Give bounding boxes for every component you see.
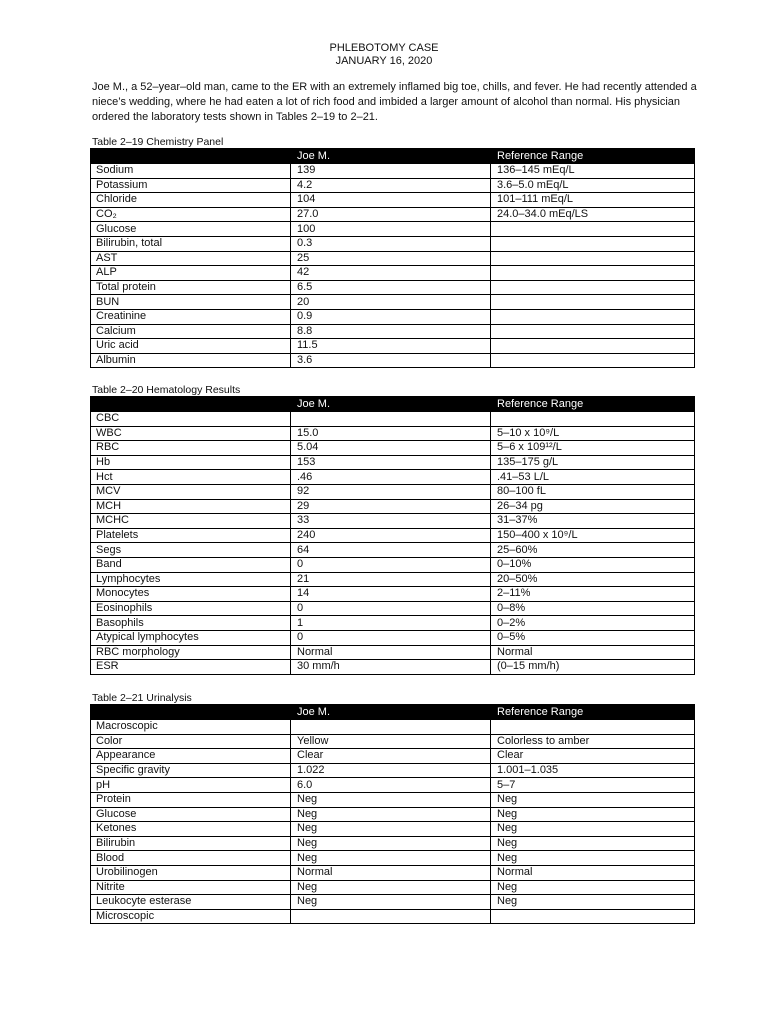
table-row — [91, 222, 695, 237]
table-row — [91, 309, 695, 324]
test-name-cell: Eosinophils — [91, 601, 291, 616]
patient-result-cell: 4.2 — [291, 178, 491, 193]
test-name-cell: Protein — [91, 792, 291, 807]
patient-result-cell — [291, 412, 491, 427]
patient-result-cell: 5.04 — [291, 441, 491, 456]
reference-range-cell — [491, 251, 695, 266]
reference-range-cell: (0–15 mm/h) — [491, 660, 695, 675]
table-row — [91, 207, 695, 222]
patient-result-cell: 25 — [291, 251, 491, 266]
reference-range-cell: Normal — [491, 865, 695, 880]
header-test-name — [91, 397, 291, 412]
reference-range-cell — [491, 309, 695, 324]
reference-range-cell: Neg — [491, 792, 695, 807]
test-name-cell: Nitrite — [91, 880, 291, 895]
table-row — [91, 909, 695, 924]
patient-result-cell: Clear — [291, 749, 491, 764]
reference-range-cell: 5–6 x 109¹²/L — [491, 441, 695, 456]
reference-range-cell — [491, 720, 695, 735]
table-row — [91, 778, 695, 793]
test-name-cell: Blood — [91, 851, 291, 866]
document-date: JANUARY 16, 2020 — [335, 55, 433, 67]
patient-result-cell: Neg — [291, 836, 491, 851]
patient-result-cell: 11.5 — [291, 339, 491, 354]
test-name-cell: pH — [91, 778, 291, 793]
table-row — [91, 630, 695, 645]
patient-result-cell: Neg — [291, 792, 491, 807]
reference-range-cell: 31–37% — [491, 514, 695, 529]
test-name-cell: Segs — [91, 543, 291, 558]
test-name-cell: Calcium — [91, 324, 291, 339]
reference-range-cell — [491, 295, 695, 310]
table-row — [91, 441, 695, 456]
reference-range-cell — [491, 324, 695, 339]
reference-range-cell: 150–400 x 10⁹/L — [491, 528, 695, 543]
test-name-cell: Uric acid — [91, 339, 291, 354]
patient-result-cell: Neg — [291, 807, 491, 822]
test-name-cell: Lymphocytes — [91, 572, 291, 587]
patient-result-cell: .46 — [291, 470, 491, 485]
patient-result-cell: Normal — [291, 645, 491, 660]
patient-result-cell: 240 — [291, 528, 491, 543]
header-test-name — [91, 705, 291, 720]
test-name-cell: Ketones — [91, 822, 291, 837]
table-row — [91, 499, 695, 514]
test-name-cell: RBC morphology — [91, 645, 291, 660]
test-name-cell: AST — [91, 251, 291, 266]
patient-result-cell: 0.9 — [291, 309, 491, 324]
test-name-cell: Hb — [91, 455, 291, 470]
test-name-cell: Albumin — [91, 353, 291, 368]
patient-result-cell: 100 — [291, 222, 491, 237]
reference-range-cell: 20–50% — [491, 572, 695, 587]
test-name-cell: Monocytes — [91, 587, 291, 602]
table-row — [91, 164, 695, 179]
table-header-row — [91, 149, 695, 164]
table-row — [91, 749, 695, 764]
patient-result-cell: 6.5 — [291, 280, 491, 295]
reference-range-cell: Colorless to amber — [491, 734, 695, 749]
table-row — [91, 339, 695, 354]
test-name-cell: Band — [91, 557, 291, 572]
reference-range-cell: Clear — [491, 749, 695, 764]
patient-result-cell: 29 — [291, 499, 491, 514]
table-row — [91, 236, 695, 251]
patient-result-cell: 3.6 — [291, 353, 491, 368]
reference-range-cell — [491, 909, 695, 924]
patient-result-cell: Neg — [291, 851, 491, 866]
test-name-cell: Appearance — [91, 749, 291, 764]
reference-range-cell: 5–7 — [491, 778, 695, 793]
test-name-cell: RBC — [91, 441, 291, 456]
patient-result-cell: 30 mm/h — [291, 660, 491, 675]
reference-range-cell: 26–34 pg — [491, 499, 695, 514]
patient-result-cell: 92 — [291, 484, 491, 499]
table-row — [91, 572, 695, 587]
table-row — [91, 426, 695, 441]
reference-range-cell — [491, 412, 695, 427]
test-name-cell: Chloride — [91, 193, 291, 208]
reference-range-cell: 136–145 mEq/L — [491, 164, 695, 179]
table-row — [91, 266, 695, 281]
table-row — [91, 660, 695, 675]
table-row — [91, 822, 695, 837]
hematology-results-caption: Table 2–20 Hematology Results — [92, 384, 241, 396]
patient-result-cell: 0 — [291, 601, 491, 616]
reference-range-cell — [491, 222, 695, 237]
patient-result-cell: Neg — [291, 880, 491, 895]
patient-result-cell: Normal — [291, 865, 491, 880]
test-name-cell: Bilirubin — [91, 836, 291, 851]
table-row — [91, 851, 695, 866]
test-name-cell: Glucose — [91, 807, 291, 822]
reference-range-cell: Neg — [491, 895, 695, 910]
test-name-cell: ESR — [91, 660, 291, 675]
reference-range-cell: 135–175 g/L — [491, 455, 695, 470]
reference-range-cell: 2–11% — [491, 587, 695, 602]
test-name-cell: Leukocyte esterase — [91, 895, 291, 910]
reference-range-cell: 25–60% — [491, 543, 695, 558]
header-reference-range: Reference Range — [491, 397, 695, 412]
reference-range-cell — [491, 280, 695, 295]
patient-result-cell: 0 — [291, 557, 491, 572]
table-row — [91, 412, 695, 427]
table-row — [91, 645, 695, 660]
test-name-cell: Potassium — [91, 178, 291, 193]
reference-range-cell: 24.0–34.0 mEq/LS — [491, 207, 695, 222]
header-reference-range: Reference Range — [491, 149, 695, 164]
test-name-cell: Total protein — [91, 280, 291, 295]
test-name-cell: Basophils — [91, 616, 291, 631]
patient-result-cell: 104 — [291, 193, 491, 208]
test-name-cell: CO₂ — [91, 207, 291, 222]
reference-range-cell: .41–53 L/L — [491, 470, 695, 485]
reference-range-cell: 3.6–5.0 mEq/L — [491, 178, 695, 193]
patient-result-cell: 0 — [291, 630, 491, 645]
test-name-cell: Urobilinogen — [91, 865, 291, 880]
patient-result-cell: 0.3 — [291, 236, 491, 251]
reference-range-cell — [491, 266, 695, 281]
test-name-cell: MCHC — [91, 514, 291, 529]
reference-range-cell — [491, 236, 695, 251]
table-row — [91, 528, 695, 543]
reference-range-cell: 0–10% — [491, 557, 695, 572]
reference-range-cell: 80–100 fL — [491, 484, 695, 499]
patient-result-cell: 153 — [291, 455, 491, 470]
document-title: PHLEBOTOMY CASE — [329, 42, 439, 54]
patient-result-cell: 14 — [291, 587, 491, 602]
patient-result-cell: 15.0 — [291, 426, 491, 441]
test-name-cell: Bilirubin, total — [91, 236, 291, 251]
test-name-cell: MCH — [91, 499, 291, 514]
test-name-cell: Microscopic — [91, 909, 291, 924]
patient-result-cell: 139 — [291, 164, 491, 179]
test-name-cell: Specific gravity — [91, 763, 291, 778]
table-row — [91, 616, 695, 631]
test-name-cell: BUN — [91, 295, 291, 310]
table-row — [91, 601, 695, 616]
patient-result-cell — [291, 909, 491, 924]
table-row — [91, 543, 695, 558]
table-row — [91, 514, 695, 529]
test-name-cell: WBC — [91, 426, 291, 441]
patient-result-cell: 6.0 — [291, 778, 491, 793]
table-row — [91, 484, 695, 499]
patient-result-cell: 20 — [291, 295, 491, 310]
urinalysis-table — [90, 704, 695, 924]
table-row — [91, 587, 695, 602]
table-row — [91, 807, 695, 822]
patient-result-cell: 42 — [291, 266, 491, 281]
chemistry-panel-table — [90, 148, 695, 368]
reference-range-cell: 1.001–1.035 — [491, 763, 695, 778]
patient-result-cell — [291, 720, 491, 735]
urinalysis-caption: Table 2–21 Urinalysis — [92, 692, 192, 704]
reference-range-cell: 5–10 x 10⁹/L — [491, 426, 695, 441]
table-row — [91, 880, 695, 895]
table-row — [91, 280, 695, 295]
patient-result-cell: 64 — [291, 543, 491, 558]
table-row — [91, 895, 695, 910]
test-name-cell: Hct — [91, 470, 291, 485]
table-header-row — [91, 397, 695, 412]
reference-range-cell: Neg — [491, 822, 695, 837]
table-row — [91, 455, 695, 470]
test-name-cell: ALP — [91, 266, 291, 281]
patient-result-cell: Neg — [291, 895, 491, 910]
test-name-cell: Sodium — [91, 164, 291, 179]
case-description: Joe M., a 52–year–old man, came to the ER with an extremely inflamed big toe, chills, and fever. He had recently attended a niece’s wedding, where he had eaten a lot of rich food and imbided a larger amount of alcohol than normal. His physician ordered the laboratory tests shown in Tables 2–19 to 2–21. — [92, 81, 697, 123]
test-name-cell: CBC — [91, 412, 291, 427]
table-row — [91, 865, 695, 880]
patient-result-cell: 1.022 — [291, 763, 491, 778]
reference-range-cell — [491, 339, 695, 354]
reference-range-cell: Neg — [491, 807, 695, 822]
table-row — [91, 763, 695, 778]
table-row — [91, 720, 695, 735]
table-row — [91, 836, 695, 851]
table-row — [91, 193, 695, 208]
header-patient-result: Joe M. — [291, 397, 491, 412]
test-name-cell: Glucose — [91, 222, 291, 237]
table-row — [91, 178, 695, 193]
test-name-cell: Macroscopic — [91, 720, 291, 735]
header-test-name — [91, 149, 291, 164]
table-row — [91, 251, 695, 266]
reference-range-cell: 101–111 mEq/L — [491, 193, 695, 208]
patient-result-cell: 1 — [291, 616, 491, 631]
patient-result-cell: Yellow — [291, 734, 491, 749]
reference-range-cell — [491, 353, 695, 368]
table-row — [91, 557, 695, 572]
patient-result-cell: Neg — [291, 822, 491, 837]
test-name-cell: MCV — [91, 484, 291, 499]
table-row — [91, 792, 695, 807]
hematology-results-table — [90, 396, 695, 675]
patient-result-cell: 27.0 — [291, 207, 491, 222]
chemistry-panel-caption: Table 2–19 Chemistry Panel — [92, 136, 224, 148]
test-name-cell: Platelets — [91, 528, 291, 543]
patient-result-cell: 21 — [291, 572, 491, 587]
reference-range-cell: 0–2% — [491, 616, 695, 631]
test-name-cell: Atypical lymphocytes — [91, 630, 291, 645]
test-name-cell: Creatinine — [91, 309, 291, 324]
patient-result-cell: 8.8 — [291, 324, 491, 339]
table-row — [91, 324, 695, 339]
table-row — [91, 353, 695, 368]
table-row — [91, 734, 695, 749]
reference-range-cell: Neg — [491, 836, 695, 851]
header-reference-range: Reference Range — [491, 705, 695, 720]
patient-result-cell: 33 — [291, 514, 491, 529]
header-patient-result: Joe M. — [291, 149, 491, 164]
reference-range-cell: Neg — [491, 880, 695, 895]
reference-range-cell: Neg — [491, 851, 695, 866]
reference-range-cell: 0–5% — [491, 630, 695, 645]
header-patient-result: Joe M. — [291, 705, 491, 720]
test-name-cell: Color — [91, 734, 291, 749]
table-header-row — [91, 705, 695, 720]
table-row — [91, 470, 695, 485]
reference-range-cell: Normal — [491, 645, 695, 660]
table-row — [91, 295, 695, 310]
reference-range-cell: 0–8% — [491, 601, 695, 616]
